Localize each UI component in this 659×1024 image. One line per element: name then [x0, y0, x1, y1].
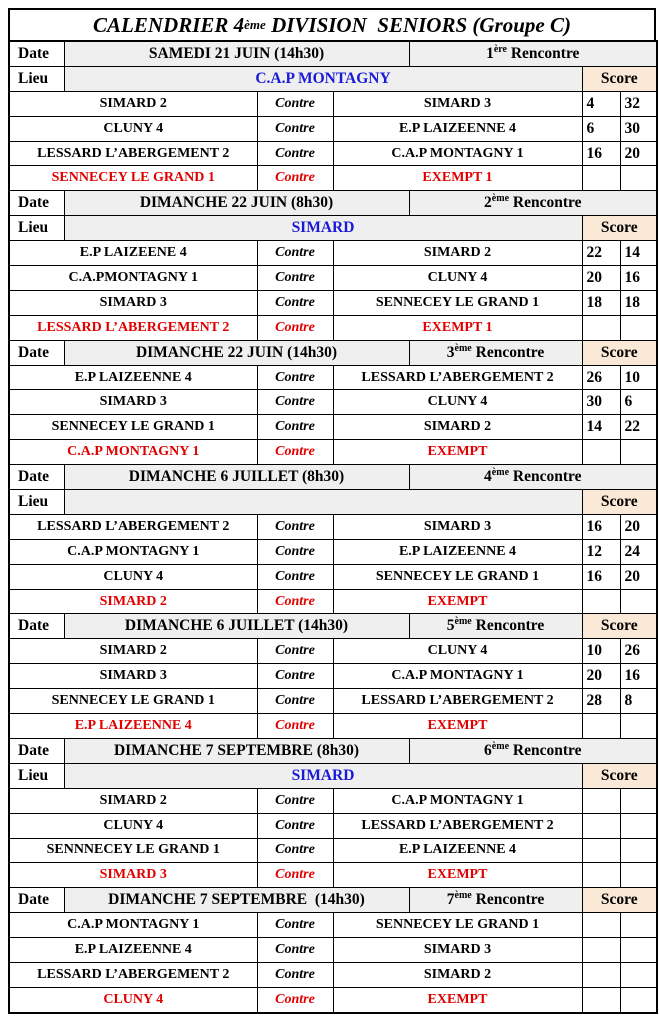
match-row [9, 938, 657, 963]
score-header: Score [582, 216, 657, 241]
rencontre-number: 6 [484, 741, 492, 759]
contre-label: Contre [257, 813, 333, 838]
score-home: 28 [582, 689, 620, 714]
home-team: C.A.P MONTAGNY 1 [9, 539, 257, 564]
match-row [9, 141, 657, 166]
away-team: CLUNY 4 [333, 266, 582, 291]
contre-label: Contre [257, 166, 333, 191]
home-team: SIMARD 3 [9, 863, 257, 888]
date-value: DIMANCHE 7 SEPTEMBRE (8h30) [64, 738, 409, 763]
home-team: E.P LAIZEENNE 4 [9, 714, 257, 739]
score-home [582, 315, 620, 340]
score-away [620, 987, 657, 1012]
match-row [9, 116, 657, 141]
score-home: 20 [582, 664, 620, 689]
home-team: SENNECEY LE GRAND 1 [9, 166, 257, 191]
home-team: E.P LAIZEENNE 4 [9, 365, 257, 390]
score-away: 18 [620, 290, 657, 315]
lieu-row [9, 763, 657, 788]
home-team: SIMARD 3 [9, 290, 257, 315]
home-team: CLUNY 4 [9, 116, 257, 141]
contre-label: Contre [257, 141, 333, 166]
match-row [9, 390, 657, 415]
away-team: EXEMPT 1 [333, 315, 582, 340]
match-row [9, 514, 657, 539]
rencontre-label [409, 614, 582, 639]
rencontre-superscript: ère [493, 43, 507, 55]
match-row [9, 838, 657, 863]
lieu-label: Lieu [9, 216, 64, 241]
contre-label: Contre [257, 987, 333, 1012]
score-home: 22 [582, 241, 620, 266]
contre-label: Contre [257, 863, 333, 888]
home-team: SIMARD 2 [9, 589, 257, 614]
lieu-label: Lieu [9, 490, 64, 515]
contre-label: Contre [257, 116, 333, 141]
match-row [9, 266, 657, 291]
home-team: SIMARD 2 [9, 788, 257, 813]
score-home: 18 [582, 290, 620, 315]
rencontre-superscript: ème [491, 193, 510, 205]
away-team: EXEMPT [333, 440, 582, 465]
lieu-value [64, 490, 582, 515]
away-team: CLUNY 4 [333, 390, 582, 415]
date-row [9, 888, 657, 913]
contre-label: Contre [257, 440, 333, 465]
rencontre-number: 4 [484, 468, 492, 486]
lieu-row [9, 66, 657, 91]
score-home: 12 [582, 539, 620, 564]
contre-label: Contre [257, 714, 333, 739]
rencontre-number: 5 [446, 617, 455, 635]
date-value: DIMANCHE 7 SEPTEMBRE (14h30) [64, 888, 409, 913]
rencontre-label [409, 191, 657, 216]
away-team: SENNECEY LE GRAND 1 [333, 564, 582, 589]
score-home [582, 813, 620, 838]
score-away [620, 589, 657, 614]
calendar-sheet [8, 8, 656, 1014]
home-team: E.P LAIZEENNE 4 [9, 938, 257, 963]
score-home [582, 589, 620, 614]
contre-label: Contre [257, 938, 333, 963]
away-team: EXEMPT [333, 589, 582, 614]
score-away [620, 938, 657, 963]
score-away: 22 [620, 415, 657, 440]
score-away [620, 838, 657, 863]
score-away: 10 [620, 365, 657, 390]
away-team: SIMARD 3 [333, 938, 582, 963]
page-title: CALENDRIER 4 ème DIVISION SENIORS (Groupe C) [8, 8, 656, 40]
away-team: EXEMPT 1 [333, 166, 582, 191]
date-label: Date [9, 738, 64, 763]
exempt-row [9, 714, 657, 739]
score-home: 16 [582, 141, 620, 166]
exempt-row [9, 166, 657, 191]
match-row [9, 813, 657, 838]
exempt-row [9, 440, 657, 465]
exempt-row [9, 315, 657, 340]
date-row [9, 614, 657, 639]
home-team: SIMARD 2 [9, 91, 257, 116]
away-team: SIMARD 3 [333, 514, 582, 539]
rencontre-superscript: ème [454, 342, 472, 354]
score-home: 20 [582, 266, 620, 291]
score-home: 4 [582, 91, 620, 116]
rencontre-text: Rencontre [471, 343, 545, 361]
away-team: SIMARD 3 [333, 91, 582, 116]
date-value: DIMANCHE 6 JUILLET (8h30) [64, 465, 409, 490]
lieu-value: SIMARD [64, 216, 582, 241]
contre-label: Contre [257, 365, 333, 390]
contre-label: Contre [257, 290, 333, 315]
contre-label: Contre [257, 589, 333, 614]
date-value: DIMANCHE 6 JUILLET (14h30) [64, 614, 409, 639]
date-label: Date [9, 340, 64, 365]
date-value: SAMEDI 21 JUIN (14h30) [64, 41, 409, 66]
contre-label: Contre [257, 415, 333, 440]
away-team: E.P LAIZEENNE 4 [333, 838, 582, 863]
contre-label: Contre [257, 564, 333, 589]
away-team: SIMARD 2 [333, 241, 582, 266]
contre-label: Contre [257, 241, 333, 266]
contre-label: Contre [257, 514, 333, 539]
contre-label: Contre [257, 390, 333, 415]
home-team: CLUNY 4 [9, 987, 257, 1012]
match-row [9, 564, 657, 589]
match-row [9, 639, 657, 664]
contre-label: Contre [257, 664, 333, 689]
home-team: SENNECEY LE GRAND 1 [9, 689, 257, 714]
score-away: 16 [620, 664, 657, 689]
score-home [582, 863, 620, 888]
score-away: 20 [620, 564, 657, 589]
score-away: 8 [620, 689, 657, 714]
score-away [620, 166, 657, 191]
home-team: SIMARD 3 [9, 664, 257, 689]
score-away [620, 913, 657, 938]
score-header: Score [582, 763, 657, 788]
lieu-label: Lieu [9, 763, 64, 788]
home-team: C.A.PMONTAGNY 1 [9, 266, 257, 291]
score-away [620, 440, 657, 465]
score-away: 24 [620, 539, 657, 564]
score-away [620, 813, 657, 838]
rencontre-label [409, 340, 582, 365]
score-home [582, 714, 620, 739]
title-suffix: DIVISION SENIORS (Groupe C) [265, 12, 571, 37]
match-row [9, 913, 657, 938]
exempt-row [9, 589, 657, 614]
lieu-value: C.A.P MONTAGNY [64, 66, 582, 91]
away-team: LESSARD L’ABERGEMENT 2 [333, 689, 582, 714]
home-team: SENNNECEY LE GRAND 1 [9, 838, 257, 863]
match-row [9, 664, 657, 689]
away-team: SIMARD 2 [333, 962, 582, 987]
contre-label: Contre [257, 315, 333, 340]
away-team: EXEMPT [333, 714, 582, 739]
score-away: 26 [620, 639, 657, 664]
score-away: 6 [620, 390, 657, 415]
score-home [582, 938, 620, 963]
score-away [620, 863, 657, 888]
home-team: LESSARD L’ABERGEMENT 2 [9, 514, 257, 539]
contre-label: Contre [257, 788, 333, 813]
home-team: SIMARD 2 [9, 639, 257, 664]
date-row [9, 191, 657, 216]
contre-label: Contre [257, 266, 333, 291]
score-home: 16 [582, 514, 620, 539]
match-row [9, 962, 657, 987]
home-team: C.A.P MONTAGNY 1 [9, 913, 257, 938]
away-team: LESSARD L’ABERGEMENT 2 [333, 365, 582, 390]
score-home [582, 838, 620, 863]
score-away: 30 [620, 116, 657, 141]
home-team: CLUNY 4 [9, 813, 257, 838]
score-header: Score [582, 490, 657, 515]
date-label: Date [9, 888, 64, 913]
rencontre-text: Rencontre [471, 617, 545, 635]
rencontre-text: Rencontre [509, 468, 582, 486]
lieu-value: SIMARD [64, 763, 582, 788]
rencontre-superscript: ème [454, 890, 472, 902]
score-away: 14 [620, 241, 657, 266]
score-home [582, 962, 620, 987]
schedule-table [8, 40, 658, 1014]
score-home: 10 [582, 639, 620, 664]
title-prefix: CALENDRIER 4 [93, 12, 245, 37]
away-team: CLUNY 4 [333, 639, 582, 664]
away-team: LESSARD L’ABERGEMENT 2 [333, 813, 582, 838]
lieu-label: Lieu [9, 66, 64, 91]
score-away: 32 [620, 91, 657, 116]
date-label: Date [9, 191, 64, 216]
rencontre-label [409, 41, 657, 66]
contre-label: Contre [257, 962, 333, 987]
score-home: 6 [582, 116, 620, 141]
date-label: Date [9, 614, 64, 639]
rencontre-label [409, 738, 657, 763]
home-team: SENNECEY LE GRAND 1 [9, 415, 257, 440]
match-row [9, 241, 657, 266]
contre-label: Contre [257, 91, 333, 116]
match-row [9, 788, 657, 813]
score-home [582, 987, 620, 1012]
schedule-body [9, 41, 657, 1013]
away-team: EXEMPT [333, 863, 582, 888]
home-team: C.A.P MONTAGNY 1 [9, 440, 257, 465]
exempt-row [9, 863, 657, 888]
match-row [9, 415, 657, 440]
contre-label: Contre [257, 838, 333, 863]
score-header: Score [582, 888, 657, 913]
rencontre-superscript: ème [454, 616, 472, 628]
away-team: E.P LAIZEENNE 4 [333, 116, 582, 141]
match-row [9, 290, 657, 315]
score-home: 14 [582, 415, 620, 440]
date-row [9, 465, 657, 490]
contre-label: Contre [257, 689, 333, 714]
score-away: 20 [620, 514, 657, 539]
match-row [9, 91, 657, 116]
rencontre-number: 2 [484, 194, 492, 212]
date-row [9, 340, 657, 365]
score-away [620, 788, 657, 813]
away-team: C.A.P MONTAGNY 1 [333, 141, 582, 166]
away-team: C.A.P MONTAGNY 1 [333, 788, 582, 813]
score-header: Score [582, 614, 657, 639]
exempt-row [9, 987, 657, 1012]
home-team: CLUNY 4 [9, 564, 257, 589]
rencontre-text: Rencontre [506, 44, 580, 62]
match-row [9, 365, 657, 390]
date-label: Date [9, 41, 64, 66]
score-home [582, 166, 620, 191]
rencontre-label [409, 888, 582, 913]
score-home [582, 440, 620, 465]
away-team: SIMARD 2 [333, 415, 582, 440]
lieu-row [9, 216, 657, 241]
date-value: DIMANCHE 22 JUIN (14h30) [64, 340, 409, 365]
away-team: E.P LAIZEENNE 4 [333, 539, 582, 564]
rencontre-label [409, 465, 657, 490]
home-team: SIMARD 3 [9, 390, 257, 415]
rencontre-number: 1 [486, 44, 494, 62]
home-team: LESSARD L’ABERGEMENT 2 [9, 962, 257, 987]
rencontre-number: 7 [446, 891, 455, 909]
score-away: 16 [620, 266, 657, 291]
away-team: SENNECEY LE GRAND 1 [333, 290, 582, 315]
home-team: LESSARD L’ABERGEMENT 2 [9, 315, 257, 340]
away-team: EXEMPT [333, 987, 582, 1012]
contre-label: Contre [257, 639, 333, 664]
score-home: 30 [582, 390, 620, 415]
score-home [582, 788, 620, 813]
rencontre-text: Rencontre [471, 891, 545, 909]
score-header: Score [582, 340, 657, 365]
away-team: SENNECEY LE GRAND 1 [333, 913, 582, 938]
contre-label: Contre [257, 539, 333, 564]
match-row [9, 539, 657, 564]
rencontre-superscript: ème [491, 466, 510, 478]
date-label: Date [9, 465, 64, 490]
away-team: C.A.P MONTAGNY 1 [333, 664, 582, 689]
date-row [9, 738, 657, 763]
home-team: LESSARD L’ABERGEMENT 2 [9, 141, 257, 166]
score-home [582, 913, 620, 938]
date-value: DIMANCHE 22 JUIN (8h30) [64, 191, 409, 216]
contre-label: Contre [257, 913, 333, 938]
rencontre-text: Rencontre [509, 741, 582, 759]
match-row [9, 689, 657, 714]
score-home: 26 [582, 365, 620, 390]
score-away [620, 714, 657, 739]
score-header: Score [582, 66, 657, 91]
lieu-row [9, 490, 657, 515]
date-row [9, 41, 657, 66]
score-away [620, 315, 657, 340]
score-away [620, 962, 657, 987]
rencontre-text: Rencontre [509, 194, 582, 212]
score-home: 16 [582, 564, 620, 589]
score-away: 20 [620, 141, 657, 166]
home-team: E.P LAIZEENE 4 [9, 241, 257, 266]
rencontre-superscript: ème [491, 740, 510, 752]
rencontre-number: 3 [446, 343, 455, 361]
